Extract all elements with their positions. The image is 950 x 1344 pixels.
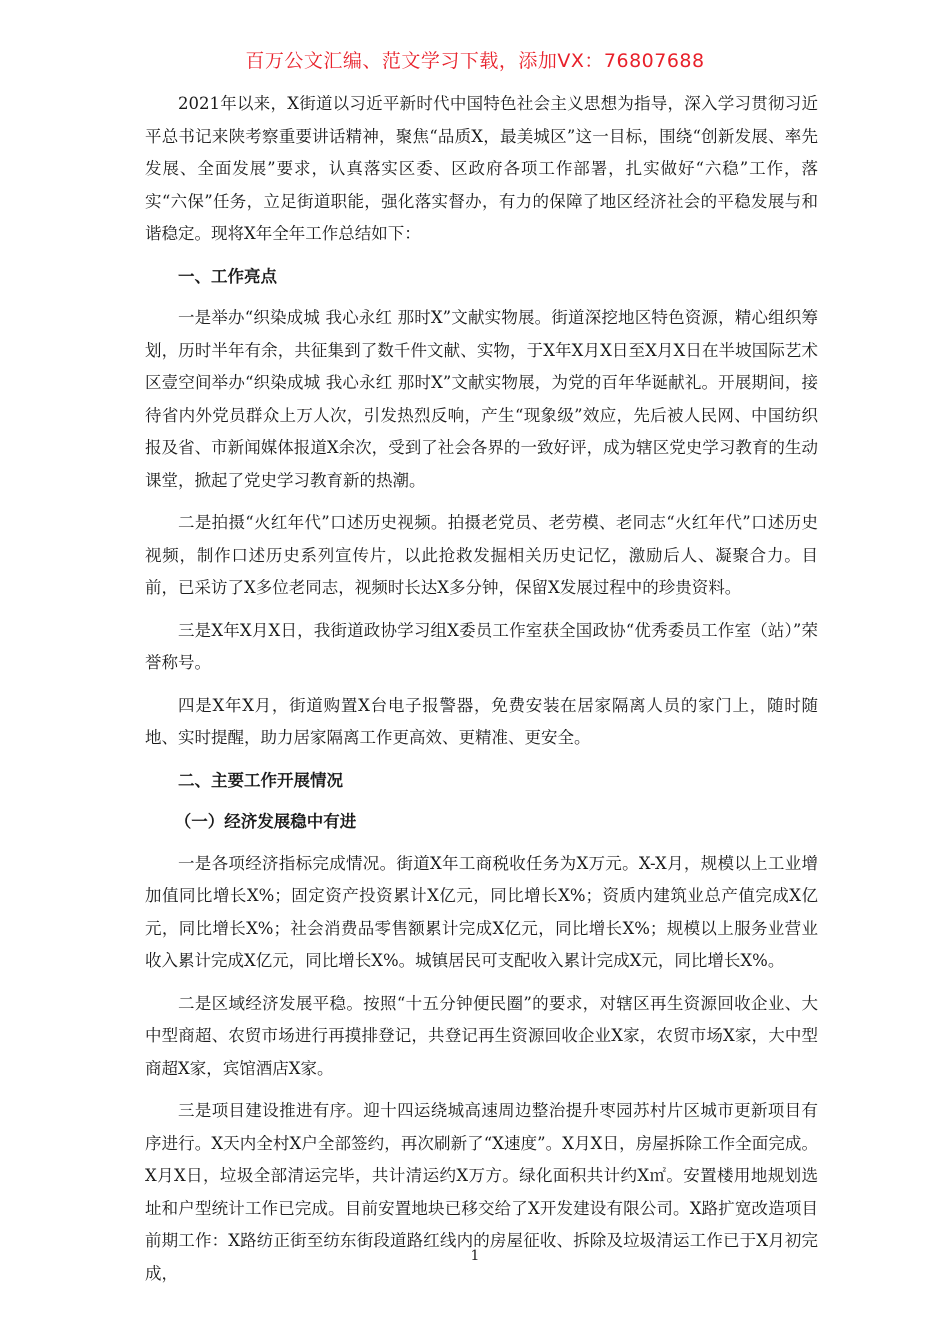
section-heading-highlights: 一、工作亮点: [178, 266, 277, 286]
page-number: 1: [470, 1248, 480, 1264]
paragraph: 三是项目建设推进有序。迎十四运绕城高速周边整治提升枣园苏村片区城市更新项目有序进行。X天内全村X户全部签约，再次刷新了“X速度”。X月X日，房屋拆除工作全面完成。X月X日，垃圾全部清运完毕，共计清运约X万方。绿化面积共计约X㎡。安置楼用地规划选址和户型统计工作已完成。目前安置地块已移交给了X开发建设有限公司。X路扩宽改造项目前期工作：X路纺正街至纺东街段道路红线内的房屋征收、拆除及垃圾清运工作已于X月初完成，: [145, 1101, 818, 1283]
document-body: [145, 88, 818, 1300]
subsection-heading-economy: （一）经济发展稳中有进: [174, 812, 357, 831]
paragraph: 二是区域经济发展平稳。按照“十五分钟便民圈”的要求，对辖区再生资源回收企业、大中型商超、农贸市场进行再摸排登记，共登记再生资源回收企业X家，农贸市场X家，大中型商超X家，宾馆酒店X家。: [145, 993, 818, 1078]
watermark-banner: 百万公文汇编、范文学习下载，添加VX：76807688: [245, 50, 705, 72]
paragraph: 三是X年X月X日，我街道政协学习组X委员工作室获全国政协“优秀委员工作室（站）”荣誉称号。: [145, 620, 818, 672]
intro-paragraph: 2021年以来，X街道以习近平新时代中国特色社会主义思想为指导，深入学习贯彻习近平总书记来陕考察重要讲话精神，聚焦“品质X，最美城区”这一目标，围绕“创新发展、率先发展、全面发展”要求，认真落实区委、区政府各项工作部署，扎实做好“六稳”工作，落实“六保”任务，立足街道职能，强化落实督办，有力的保障了地区经济社会的平稳发展与和谐稳定。现将X年全年工作总结如下：: [145, 94, 818, 243]
paragraph: 四是X年X月，街道购置X台电子报警器，免费安装在居家隔离人员的家门上，随时随地、实时提醒，助力居家隔离工作更高效、更精准、更安全。: [145, 695, 818, 747]
paragraph: 一是各项经济指标完成情况。街道X年工商税收任务为X万元。X-X月，规模以上工业增加值同比增长X%；固定资产投资累计X亿元，同比增长X%；资质内建筑业总产值完成X亿元，同比增长X%；社会消费品零售额累计完成X亿元，同比增长X%；规模以上服务业营业收入累计完成X亿元，同比增长X%。城镇居民可支配收入累计完成X元，同比增长X%。: [145, 853, 818, 970]
paragraph: 一是举办“织染成城 我心永红 那时X”文献实物展。街道深挖地区特色资源，精心组织筹划，历时半年有余，共征集到了数千件文献、实物，于X年X月X日至X月X日在半坡国际艺术区壹空间举办“织染成城 我心永红 那时X”文献实物展，为党的百年华诞献礼。开展期间，接待省内外党员群众上万人次，引发热烈反响，产生“现象级”效应，先后被人民网、中国纺织报及省、市新闻媒体报道X余次，受到了社会各界的一致好评，成为辖区党史学习教育的生动课堂，掀起了党史学习教育新的热潮。: [145, 308, 818, 490]
paragraph: 二是拍摄“火红年代”口述历史视频。拍摄老党员、老劳模、老同志“火红年代”口述历史视频，制作口述历史系列宣传片，以此抢救发掘相关历史记忆，激励后人、凝聚合力。目前，已采访了X多位老同志，视频时长达X多分钟，保留X发展过程中的珍贵资料。: [145, 513, 818, 597]
section-heading-main-work: 二、主要工作开展情况: [178, 770, 343, 790]
